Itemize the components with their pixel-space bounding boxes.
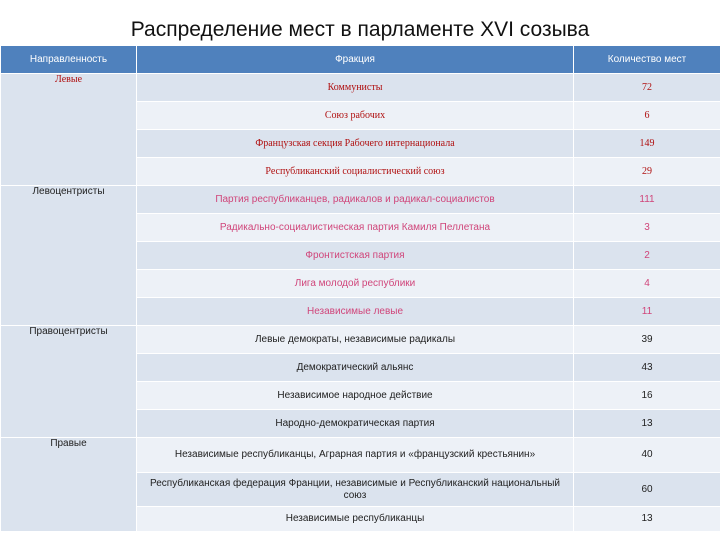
faction-cell: Партия республиканцев, радикалов и радикал-социалистов	[137, 186, 574, 214]
direction-cell: Правые	[1, 438, 137, 532]
table-row	[1, 438, 720, 473]
count-cell: 16	[574, 382, 720, 410]
faction-cell: Лига молодой республики	[137, 270, 574, 298]
count-cell: 29	[574, 158, 720, 186]
count-cell: 39	[574, 326, 720, 354]
faction-cell: Демократический альянс	[137, 354, 574, 382]
faction-cell: Фронтистская партия	[137, 242, 574, 270]
header-row	[1, 46, 720, 74]
direction-cell: Правоцентристы	[1, 326, 137, 438]
header-faction: Фракция	[137, 46, 574, 74]
faction-cell: Союз рабочих	[137, 102, 574, 130]
count-cell: 6	[574, 102, 720, 130]
faction-cell: Республиканская федерация Франции, независимые и Республиканский национальный союз	[137, 473, 574, 507]
faction-cell: Независимые республиканцы	[137, 507, 574, 532]
faction-cell: Французская секция Рабочего интернационала	[137, 130, 574, 158]
faction-cell: Республиканский социалистический союз	[137, 158, 574, 186]
header-direction: Направленность	[1, 46, 137, 74]
table-row	[1, 74, 720, 102]
page-title: Распределение мест в парламенте XVI созыва	[130, 18, 590, 41]
faction-cell: Левые демократы, независимые радикалы	[137, 326, 574, 354]
count-cell: 72	[574, 74, 720, 102]
header-count: Количество мест	[574, 46, 720, 74]
count-cell: 60	[574, 473, 720, 507]
count-cell: 4	[574, 270, 720, 298]
count-cell: 2	[574, 242, 720, 270]
faction-cell: Независимые республиканцы, Аграрная партия и «французский крестьянин»	[137, 438, 574, 473]
count-cell: 111	[574, 186, 720, 214]
direction-cell: Левые	[1, 74, 137, 186]
faction-cell: Радикально-социалистическая партия Камиля Пеллетана	[137, 214, 574, 242]
seats-table	[0, 45, 720, 532]
count-cell: 149	[574, 130, 720, 158]
direction-cell: Левоцентристы	[1, 186, 137, 326]
count-cell: 43	[574, 354, 720, 382]
faction-cell: Коммунисты	[137, 74, 574, 102]
table-row	[1, 326, 720, 354]
faction-cell: Народно-демократическая партия	[137, 410, 574, 438]
table-row	[1, 186, 720, 214]
count-cell: 11	[574, 298, 720, 326]
count-cell: 13	[574, 507, 720, 532]
faction-cell: Независимое народное действие	[137, 382, 574, 410]
count-cell: 3	[574, 214, 720, 242]
faction-cell: Независимые левые	[137, 298, 574, 326]
count-cell: 40	[574, 438, 720, 473]
count-cell: 13	[574, 410, 720, 438]
